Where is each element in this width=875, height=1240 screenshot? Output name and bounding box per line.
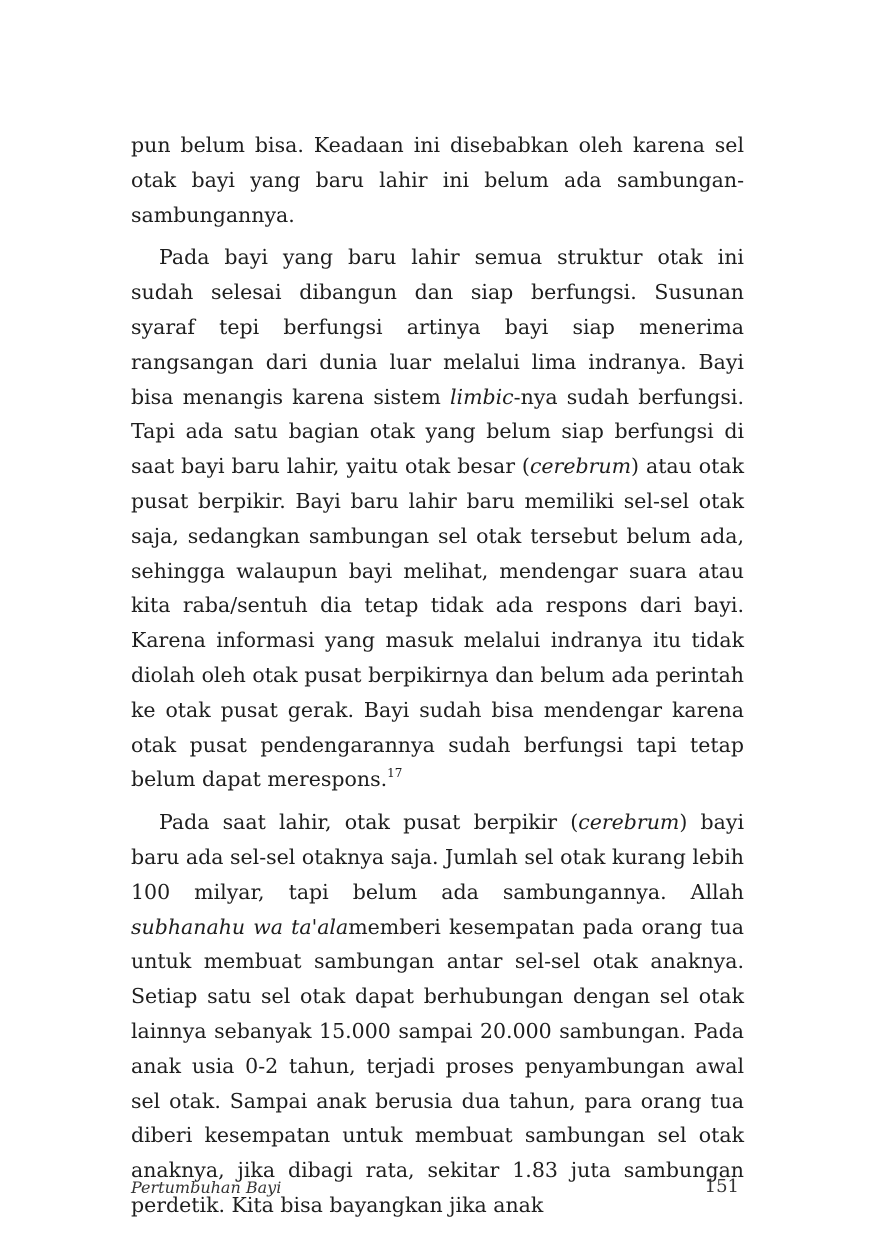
- term-cerebrum-2: cerebrum: [578, 810, 680, 835]
- term-limbic: limbic: [449, 384, 514, 409]
- term-subhanahu: subhanahu wa ta'ala: [131, 914, 349, 939]
- paragraph-1-text: pun belum bisa. Keadaan ini disebabkan oleh karena sel otak bayi yang baru lahir ini belum ada sambungan-sambungannya.: [131, 133, 744, 227]
- paragraph-3-text-2: ) bayi baru ada sel-sel otaknya saja. Jumlah sel otak kurang lebih 100 milyar, tapi belum ada sambungannya. Allah: [131, 810, 744, 904]
- paragraph-2-text-2: -nya sudah berfungsi. Tapi ada satu bagian otak yang belum siap berfungsi di saat bayi baru lahir, yaitu otak besar (: [131, 384, 744, 479]
- paragraph-2-text-1: Pada bayi yang baru lahir semua struktur otak ini sudah selesai dibangun dan siap berfungsi. Susunan syaraf tepi berfungsi artinya bayi siap menerima rangsangan dari dunia luar melalui lima indranya. Bayi bisa menangis karena sistem: [131, 245, 744, 409]
- running-footer-title: Pertumbuhan Bayi: [131, 1178, 282, 1197]
- paragraph-3-text-1: Pada saat lahir, otak pusat berpikir (: [159, 810, 579, 835]
- paragraph-3: [131, 805, 744, 1223]
- body-text: [131, 128, 744, 1231]
- footnote-marker: 17: [387, 766, 403, 781]
- paragraph-3-text-3: memberi kesempatan pada orang tua untuk membuat sambungan antar sel-sel otak anaknya. Setiap satu sel otak dapat berhubungan dengan sel otak lainnya sebanyak 15.000 sampai 20.000 sambungan. Pada anak usia 0-2 tahun, terjadi proses penyambungan awal sel otak. Sampai anak berusia dua tahun, para orang tua diberi kesempatan untuk membuat sambungan sel otak anaknya, jika dibagi rata, sekitar 1.83 juta sambungan perdetik. Kita bisa bayangkan jika anak: [131, 914, 744, 1217]
- paragraph-1: [131, 128, 744, 232]
- paragraph-2-text-3: ) atau otak pusat berpikir. Bayi baru lahir baru memiliki sel-sel otak saja, sedangkan sambungan sel otak tersebut belum ada, sehingga walaupun bayi melihat, mendengar suara atau kita raba/sentuh dia tetap tidak ada respons dari bayi. Karena informasi yang masuk melalui indranya itu tidak diolah oleh otak pusat berpikirnya dan belum ada perintah ke otak pusat gerak. Bayi sudah bisa mendengar karena otak pusat pendengarannya sudah berfungsi tapi tetap belum dapat merespons.: [131, 454, 745, 792]
- paragraph-2: [131, 240, 744, 797]
- page-number: 151: [704, 1176, 739, 1197]
- term-cerebrum: cerebrum: [529, 454, 632, 479]
